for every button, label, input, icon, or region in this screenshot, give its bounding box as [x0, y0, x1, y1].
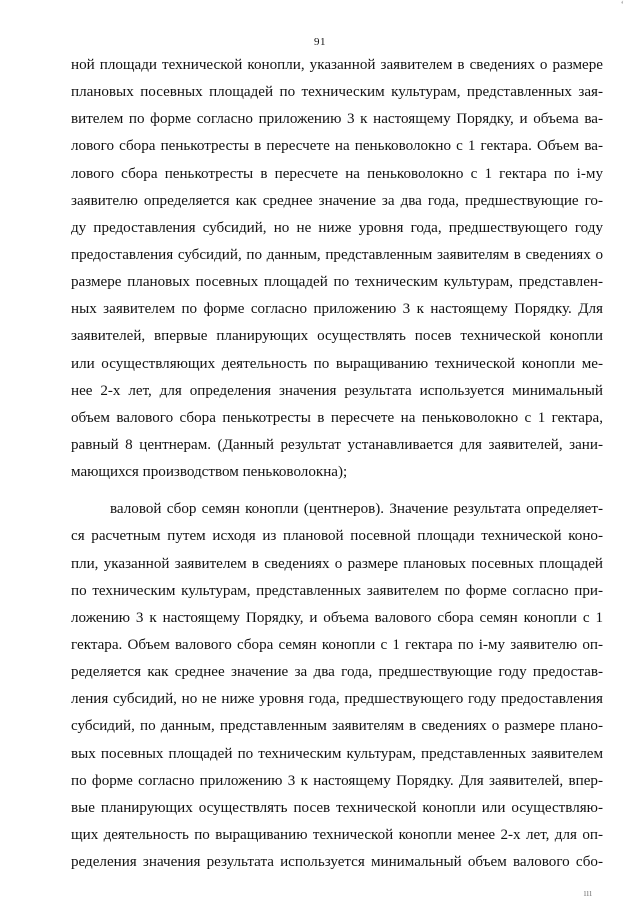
text-line: вых посевных площадей по техническим культурам, представленных заявителем	[71, 745, 603, 762]
text-line: ной площади технической конопли, указанной заявителем в сведениях о размере	[71, 57, 603, 73]
text-line: ления субсидий, но не ниже уровня года, предшествующего году предоставления	[71, 691, 603, 708]
page-number: 91	[314, 36, 326, 48]
text-line: лового сбора пенькотресты в пересчете на пеньковолокно с 1 гектара по i-му	[71, 165, 603, 182]
paragraph-hemp-seed-yield	[71, 496, 603, 876]
text-line: или осуществляющих деятельность по выращиванию технической конопли ме-	[71, 355, 603, 372]
text-line: ся расчетным путем исходя из плановой посевной площади технической коно-	[71, 528, 603, 545]
text-line: вые планирующих осуществлять посев технической конопли или осуществляю-	[71, 799, 603, 816]
text-line: пли, указанной заявителем в сведениях о размере плановых посевных площадей	[71, 555, 603, 572]
text-line: размере плановых посевных площадей по техническим культурам, представлен-	[71, 274, 603, 291]
text-line: ределяется как среднее значение за два года, предшествующие году предостав-	[71, 664, 603, 681]
text-line: лового сбора пенькотресты в пересчете на пеньковолокно с 1 гектара. Объем ва-	[71, 138, 603, 155]
text-line: ложению 3 к настоящему Порядку, и объема валового сбора семян конопли с 1	[71, 609, 603, 626]
body-text	[71, 52, 603, 876]
text-line: гектара. Объем валового сбора семян конопли с 1 гектара по i-му заявителю оп-	[71, 636, 603, 653]
text-line: щих деятельность по выращиванию технической конопли менее 2-х лет, для оп-	[71, 826, 603, 843]
text-line: вителем по форме согласно приложению 3 к настоящему Порядку, и объема ва-	[71, 111, 603, 128]
text-line: по форме согласно приложению 3 к настоящему Порядку. Для заявителей, впер-	[71, 772, 603, 789]
text-line: мающихся производством пеньковолокна);	[71, 464, 348, 481]
text-line: равный 8 центнерам. (Данный результат устанавливается для заявителей, зани-	[71, 436, 603, 453]
paragraph-hemp-fiber-yield	[71, 52, 603, 486]
text-line: ду предоставления субсидий, но не ниже уровня года, предшествующего году	[71, 219, 603, 236]
text-line: заявителю определяется как среднее значение за два года, предшествующие го-	[71, 192, 603, 209]
scan-mark-bottom: ııı	[583, 888, 592, 899]
scan-mark-top: ‘	[620, 0, 624, 11]
text-line: по техническим культурам, представленных заявителем по форме согласно при-	[71, 582, 603, 599]
text-line: субсидий, по данным, представленным заявителям в сведениях о размере плано-	[71, 718, 603, 735]
text-line: ных заявителем по форме согласно приложению 3 к настоящему Порядку. Для	[71, 301, 603, 318]
text-line: плановых посевных площадей по техническим культурам, представленных зая-	[71, 84, 603, 101]
text-line: объем валового сбора пенькотресты в пересчете на пеньковолокно с 1 гектара,	[71, 409, 603, 426]
text-line: заявителей, впервые планирующих осуществлять посев технической конопли	[71, 328, 603, 345]
text-line: валовой сбор семян конопли (центнеров). Значение результата определяет-	[110, 501, 603, 518]
text-line: предоставления субсидий, по данным, представленным заявителям в сведениях о	[71, 246, 603, 263]
text-line: нее 2-х лет, для определения значения результата используется минимальный	[71, 382, 603, 399]
text-line: ределения значения результата используется минимальный объем валового сбо-	[71, 854, 603, 871]
paragraph-spacer	[71, 486, 603, 496]
